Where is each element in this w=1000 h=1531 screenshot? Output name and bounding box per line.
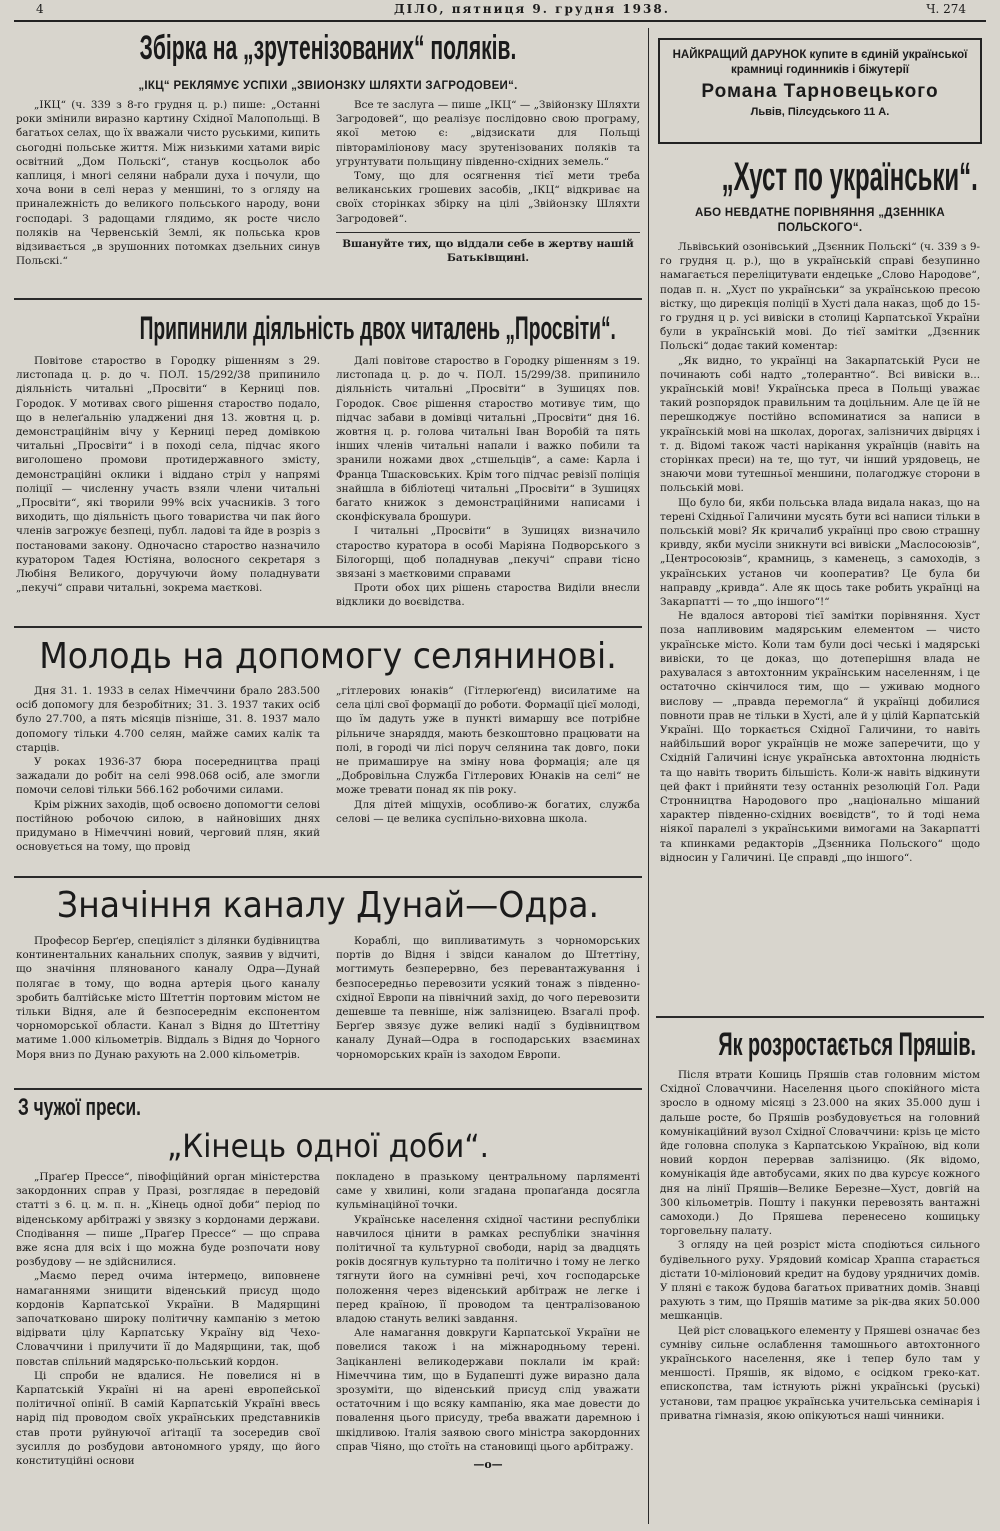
paragraph: Все те заслуга — пише „ІКЦ“ — „Звійонзку Шляхти Загродовей“, що реалізує послідовно свою програму, якої метою є: „відзискати для Польщі півтораміліонову масу зрутенізованих поляків та угрунтувати польщину південно-східних земель.“ — [336, 99, 640, 168]
art1-title: Збірка на „зрутенізованих“ поляків. — [139, 29, 517, 67]
art5-column-2 — [336, 1170, 640, 1526]
paragraph: „ІКЦ“ (ч. 339 з 8-го грудня ц. р.) пише: „Останні роки змінили виразно картину Східної Малопольщі. В багатьох селах, що їх вважали чисто руськими, кипить сьогодні польське життя. Між низькими хатами виріс освітний „Дом Польскі“, станув косцьолок або каплиця, і многі селяни набрали духа і почули, що хоча вони в селі нераз у меншині, то з огляду на приналежність до великого польського народу, вони господарі. З радощами глядимо, як росте число поляків на Червенській Землі, як польська кров відзивається „в зрушонних потомках дзельних синув Польскі.“ — [16, 99, 320, 268]
issue-number: Ч. 274 — [926, 2, 966, 16]
art4-title: Значіння каналу Дунай—Одра. — [56, 885, 600, 926]
paragraph: Цей ріст словацького елементу у Пряшеві означає без сумніву сильне ослаблення тамошнього автохтонного українського населення, яке і тепер було там у меншості. Пряшів, як відомо, є осідком греко-кат. епископства, там істнують ріжні українські (руські) установи, там працює українська учительська семінарія і приватна гімназія, якою опікуються наші чинники. — [660, 1324, 980, 1422]
divider — [336, 232, 640, 233]
column-divider — [648, 28, 649, 1524]
art6-title: „Хуст по українськи“. — [721, 155, 978, 199]
art5-column-1 — [16, 1170, 320, 1526]
paragraph: Професор Берґер, спеціяліст з ділянки будівництва континентальних канальних сполук, заявив у відчиті, що значіння плянованого каналу Одра—Дунай полягає в тому, що водна артерія цього каналу зробить балтійське місто Штеттін портовим містом не тільки Відня, але й безпосереднім експонентом чорноморської области. Канал з Відня до Штеттіну матиме 1.000 кільометрів. Віддаль з Відня до Чорного Моря вниз по Дунаю рахують на 2.000 кільометрів. — [16, 935, 320, 1061]
page-number: 4 — [36, 2, 44, 16]
divider — [14, 1088, 642, 1090]
art6-body — [660, 240, 980, 1012]
art7-title-block — [656, 1022, 984, 1066]
art1-subtitle-block — [14, 80, 642, 96]
ad-shop-name: Романа Тарновецького — [701, 81, 939, 102]
art3-title-block — [14, 632, 642, 682]
art4-body — [16, 934, 640, 1084]
art3-column-2 — [336, 684, 640, 872]
art6-subtitle-block — [660, 206, 980, 238]
art1-title-block — [14, 28, 642, 68]
paragraph: І читальні „Просвіти“ в Зушицях визначило староство куратора в особі Маріяна Подворського з Білогорщі, щоб поладнував „пекучі“ справи тісно звязані з маєтковими справами — [336, 525, 640, 581]
art3-body — [16, 684, 640, 872]
art5-section-block — [18, 1094, 318, 1122]
ad-address: Львів, Пілсудського 11 А. — [750, 106, 890, 118]
art5-body — [16, 1170, 640, 1526]
paragraph: „Маємо перед очима інтермецо, виповнене намаганнями знищити віденський присуд щодо кордонів Карпатської України. В Мадярщині започатковано широку політичну кампанію з метою відірвати цілу Карпатську Україну від Чехо-Словаччини і прилучити її до Мадярщини, так, щоб повстав спільний мадярсько-польський кордон. — [16, 1270, 320, 1368]
art4-title-block — [14, 880, 642, 932]
paragraph: Що було би, якби польська влада видала наказ, що на терені Східньої Галичини мусять бути всі написи тільки в польській мові? Як кричалиб українці про свою страшну кривду, якби мусіли зникнути всі вивіски „Маслосоюзів“, „Центросоюзів“, крамниць, з каменець, з самоходів, з українських установ чи кооператив? Це була би направду „кривда“. Але як щось таке робить українці на Закарпатті — то „що іншого“!“ — [660, 496, 980, 609]
paragraph: З огляду на цей розріст міста сподіються сильного будівельного руху. Урядовий комісар Храппа старається дістати 10-міліоновий кредит на будову урядничих домів. У пляні є також будова багатьох приватних домів. Знавці рахують з тим, що Пряшів матиме за рік-два яких 50.000 мешканців. — [660, 1239, 980, 1323]
art6-title-block — [656, 148, 984, 206]
end-mark: —о— — [473, 1458, 503, 1472]
paragraph: Кораблі, що випливатимуть з чорноморських портів до Відня і звідси каналом до Штеттіну, могтимуть безперервно, без перевантажування і безпосередньо перевозити усякий тонаж з південно-східної Европи на північний захід, до чого перевозити дешевше та певніше, ніж залізницею. Взагалі проф. Берґер звязує дуже великі надії з будівництвом каналу Дунай—Одра в господарських взаєминах чорноморських країн із заходом Европи. — [336, 935, 640, 1061]
divider — [14, 626, 642, 628]
art4-column-2 — [336, 934, 640, 1084]
paragraph: „гітлерових юнаків“ (Гітлерюґенд) висилатиме на села цілі свої формації до роботи. Формації цієї молоді, що їм дадуть уже в пункті вимаршу все потрібне рільниче знаряддя, мають безкоштовно працювати на полі, в городі чи лісі поруч селянина так довго, поки не примашируе на зміну нова формація; але ця „Добровільна Служба Гітлерових Юнаків на селі“ не може тревати понад як пів року. — [336, 685, 640, 797]
art3-title: Молодь на допомогу селянинові. — [39, 636, 617, 677]
paragraph: Проти обох цих рішень староства Виділи внесли відклики до воєвідства. — [336, 582, 640, 609]
ad-line-1: НАЙКРАЩИЙ ДАРУНОК купите в єдиній української крамниці годинників і біжутерії — [672, 49, 968, 76]
paragraph: Для дітей міщухів, особливо-ж богатих, служба селові — це велика суспільно-виховна школа. — [336, 798, 640, 825]
art1-column-2 — [336, 98, 640, 290]
art2-column-2 — [336, 354, 640, 622]
paragraph: Дня 31. 1. 1933 в селах Німеччини брало 283.500 осіб допомогу для безробітних; 31. 3. 1937 таких осіб було 27.700, а пять місяців пізніше, 31. 8. 1937 мало допомогу тільки 4.700 селян, майже самих калік та старців. — [16, 685, 320, 754]
paragraph: покладено в празькому центральному парляменті саме у хвилині, коли згадана пропаґанда досягла кульмінаційної точки. — [336, 1171, 640, 1212]
paragraph: „Як видно, то українці на Закарпатській Руси не починають собі надто „толерантно“. Всі вивіски в... українській мові! Українська преса в Польщі уважає такий розпорядок правильним та доцільним. Але це їй не перешкоджує постійно вспоминатися за написи в українській мові на школах, дорогах, залізничих двірцях і т. д. Відомі також часті нарікання українців (навіть на сторінках преси) на те, що тут, чи інший урядовець, не знаючи мови тутешньої меншини, полагоджує сторони в польській мові. — [660, 354, 980, 495]
paragraph: Крім ріжних заходів, щоб освоєно допомогти селові постійною робочою силою, в найновіших днях придумано в Німеччині новий, черговий плян, який основується на тому, що провід — [16, 798, 320, 854]
paragraph: Тому, що для осягнення тієї мети треба великанських грошевих засобів, „ІКЦ“ відкриває на своїх сторінках збірку на цілі „Звійонзку Шляхти Загродовей“. — [336, 170, 640, 225]
paragraph: Львівський озонівський „Дзєнник Польскі“ (ч. 339 з 9-го грудня ц. р.), що в українській справі безупинно намагається переліцитувати ендецьке „Слово Народове“, подав п. н. „Хуст по українськи“ за українською пресою вістку, що дирекція поліції в Хусті дала наказ, щоб до 15-го грудня ц р. усі вивіски в столиці Карпатської України були в українській мові. До тієї замітки „Дзєнник Польскі“ додає такий коментар: — [660, 241, 980, 353]
advertisement — [658, 38, 982, 144]
art6-subtitle: АБО НЕВДАТНЕ ПОРІВНЯННЯ „ДЗЕННІКА ПОЛЬСКОГО“. — [695, 207, 945, 234]
art1-column-1 — [16, 98, 320, 290]
art5-title: „Кінець одної доби“. — [167, 1127, 489, 1165]
art2-column-1 — [16, 354, 320, 622]
art5-section-title: З чужої преси. — [18, 1094, 141, 1121]
art4-column-1 — [16, 934, 320, 1084]
masthead: ДІЛО, пятниця 9. грудня 1938. — [394, 2, 670, 16]
paragraph: Після втрати Кошиць Пряшів став головним містом Східної Словаччини. Населення цього спокійного міста зросло в одному місяці з 23.000 на яких 35.000 душ і дальше росте, бо Пряшів розбудовується на головний комунікаційний вузол Східної Словаччини: крізь це місто йде головна сполука з Карпатською Україною, від коли новий кордон перервав залізницю. (Як відомо, комунікація йде автобусами, яких по два курсує кожного дня на лінії Пряшів—Велике Березне—Хуст, довгій на 300 кільометрів. Пошту і пакунки перевозять вантажні самоходи.) До Пряшева перенесено кошицьку торговельну палату. — [660, 1069, 980, 1238]
paragraph: Українське населення східної частини республіки навчилося цінити в рамках республіки значіння політичної та культурної свободи, нарід за двадцять років досягнув культурно та політично і тому не легко тягнути його на сумнівні речі, хоч господарське положення через віденський арбітраж не легке і перед країною, її проводом та централізованою владою стануть великі завдання. — [336, 1213, 640, 1326]
paragraph: Повітове староство в Городку рішенням з 29. листопада ц. р. до ч. ПОЛ. 15/292/38 припинило діяльність читальні „Просвіти“ в Керниці пов. Городок. У мотивах свого рішення староство подало, що в нелеґальнію уладжениі дня 13. жовтня ц. р. демонстраційнім вічу у Керниці перед домівкою читальні „Просвіти“ і в поході села, підчас якого виголошено промови протидержавного змісту, демонстраційні оклики і віддано стріл у напрямі поліції — численну участь взяли члени читальні „Просвіти“, які творили 99% всіх учасників. З того виходить, що діяльність цього товариства чи пак його членів загрожує безпеці, публ. ладові та йде в розріз з постановами закону. Одночасно староство назначило куратором Тадея Юстіяна, волосного секретаря з Любіня Великого, доручуючи йому поладнувати „пекучі“ справи читальні, зокрема маєткові. — [16, 355, 320, 595]
divider — [14, 298, 642, 300]
art2-body — [16, 354, 640, 622]
art5-title-block — [14, 1124, 642, 1168]
paragraph: Ці спроби не вдалися. Не повелися ні в Карпатській Україні ні на арені европейської політичної опінії. В самій Карпатській Україні ввесь нарід під проводом своїх українських представників став проти руйнуючої аґітації та зосередив свої зусилля до розбудови автономного уряду, що його конституційні основи — [16, 1369, 320, 1468]
page-header — [14, 2, 986, 22]
art2-title-block — [14, 306, 642, 350]
paragraph: Не вдалося авторові тієї замітки порівняння. Хуст поза напливовим мадярським елементом — чисто українське місто. Коли там були досі чеські і мадярські вивіски, то це доказ, що дотеперішня влада не рахувалася з автохтонним українським населенням, і це остаточно скінчилося тим, що — уживаю модного вислову — „правда перемогла“ й українці добилися повноти прав не тільки в Хусті, але й у цілій Карпатській Україні. Що торкається Східної Галичини, то навіть найбільший ворог українців не може заперечити, що у Східній Галичині існує українська автохтонна людність та що навіть творить більшість. Коли-ж навіть відкинути цей факт і прийняти тезу останніх резолюцій Гол. Ради Стронництва Народового про „національно мішаний характер південно-східних воєвідств“, то й тоді нема ніякої паралелі з українськими вимогами на Закарпатті та кпинками редакторів „Дзєнника Польского“ щодо відносин у Галичині. Це справді „що іншого“. — [660, 610, 980, 864]
art1-subtitle: „ІКЦ“ РЕКЛЯМУЄ УСПІХИ „ЗВІЙОНЗКУ ШЛЯХТИ ЗАГРОДОВЕЙ“. — [138, 80, 518, 92]
art3-column-1 — [16, 684, 320, 872]
art7-title: Як розростається Пряшів. — [718, 1026, 977, 1062]
divider — [656, 1016, 984, 1018]
divider — [14, 876, 642, 878]
art7-body — [660, 1068, 980, 1526]
art1-body — [16, 98, 640, 290]
art2-title: Припинили діяльність двох читалень „Просвіти“. — [139, 310, 616, 346]
paragraph: „Праґер Прессе“, півофіційний орган міністерства закордонних справ у Празі, розглядає в передовій статті з 6. ц. м. п. н. „Кінець одної доби“ період по віденському арбітражі у звязку з кордонами держави. Сподівання — пише „Праґер Прессе“ — що справа вже ясна для всіх і що можна буде розпочати нову розбудову — не здійснилися. — [16, 1171, 320, 1269]
paragraph: Але намагання довкруги Карпатської України не повелися також і на міжнародньому терені. Заціканлені великодержави поклали ім край: Німеччина тим, що в Будапешті дуже виразно дала зрозуміти, що віденський присуд слід уважати остаточним і що всяку кампанію, яка мае довести до повалення цього присуду, треба вважати даремною і шкідливою. Італія заявою свого міністра закордонних справ Чіяно, що стоїть на становищі цього арбітражу. — [336, 1327, 640, 1453]
paragraph: Далі повітове староство в Городку рішенням з 19. листопада ц. р. до ч. ПОЛ. 15/299/38. припинило діяльність читальні „Просвіти“ в Зушицях пов. Городок. Своє рішення староство мотивує тим, що підчас забави в домівці читальні „Просвіти“ дня 16. жовтня ц. р. голова читальні Іван Воробій та пять інших членів читальні напали і важко побили та зранили ножами двох „стшельців“, а саме: Карла і Франца Тшасковських. Крім того підчас ревізії поліція знайшла в бібліотеці читальні „Просвіти“ в Зушицях багато книжок з демонстраційними написами і сконфіскувала брошури. — [336, 355, 640, 524]
paragraph: У роках 1936-37 бюра посередництва праці зажадали до робіт на селі 998.068 осіб, але змогли помочи селові тільки 566.162 робочими силами. — [16, 756, 320, 797]
art1-note: Вшануйте тих, що віддали себе в жертву нашій Батьківщині. — [342, 237, 634, 265]
